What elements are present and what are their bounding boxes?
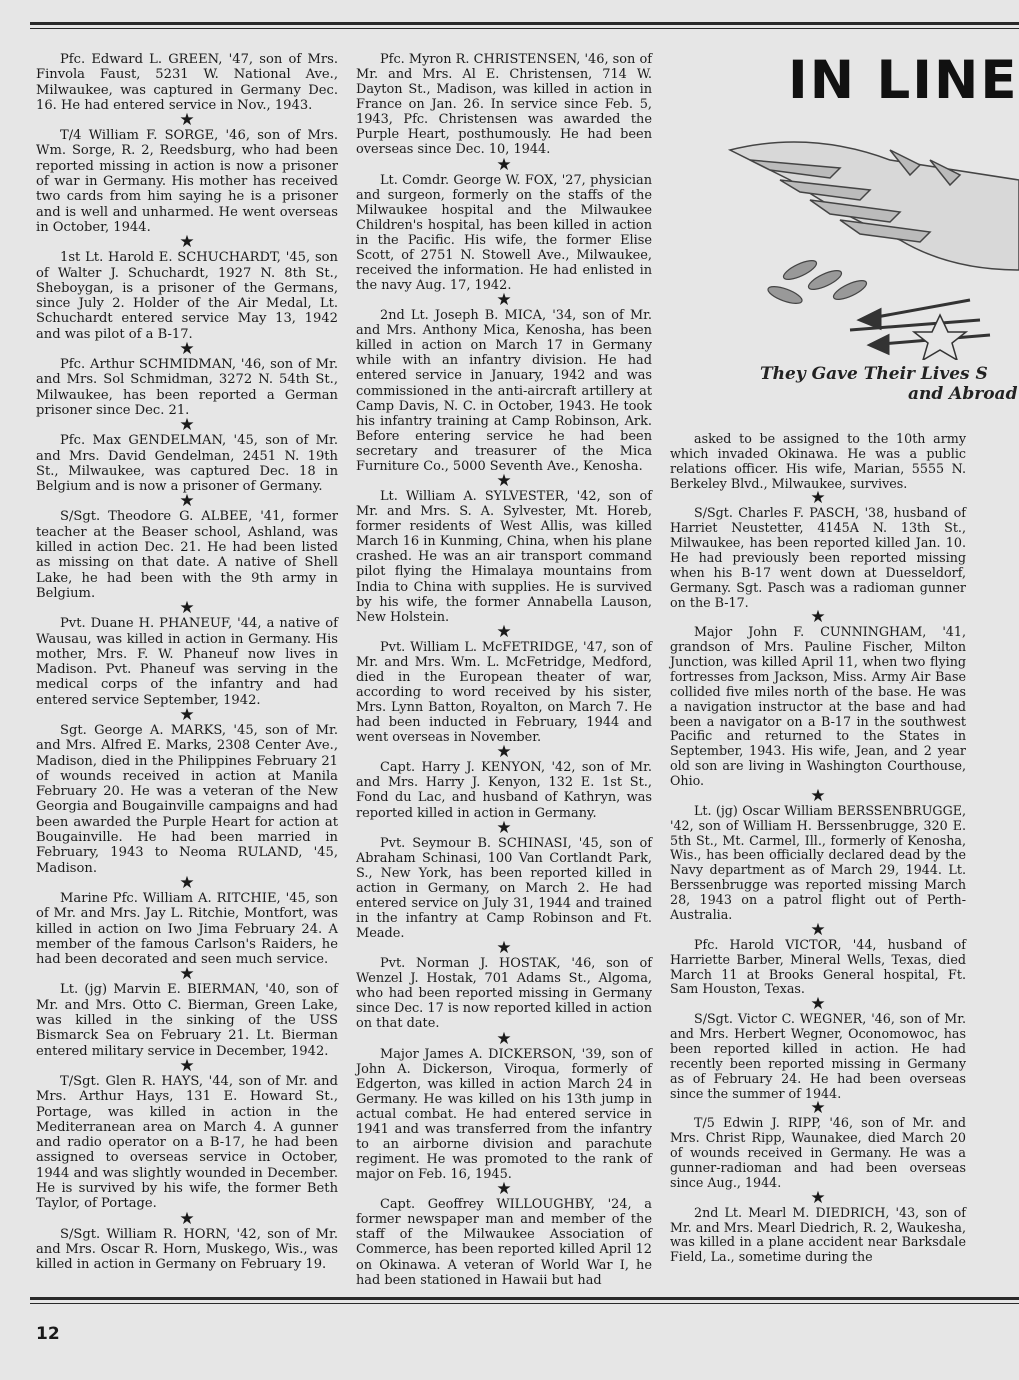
- obituary-entry: 2nd Lt. Joseph B. MICA, '34, son of Mr. and Mrs. Anthony Mica, Kenosha, has been killed in action on March 17 in Germany while with an infantry division. He had entered service in January, 1942 and was commissioned in the anti-aircraft artillery at Camp Davis, N. C. in October, 1943. He took his infantry training at Camp Robinson, Ark. Before entering service he had been secretary and treasurer of the Mica Furniture Co., 5000 Seventh Ave., Kenosha.: [356, 308, 652, 474]
- obituary-entry: T/4 William F. SORGE, '46, son of Mrs. Wm. Sorge, R. 2, Reedsburg, who had been reported missing in action is now a prisoner of war in Germany. His mother has received two cards from him saying he is a prisoner and is well and unharmed. He went overseas in October, 1944.: [36, 128, 338, 235]
- obituary-entry: T/5 Edwin J. RIPP, '46, son of Mr. and Mrs. Christ Ripp, Waunakee, died March 20 of wounds received in Germany. He was a gunner-radioman and had been overseas since Aug., 1944.: [670, 1115, 966, 1190]
- star-divider-icon: ★: [810, 488, 826, 509]
- obituary-entry: Sgt. George A. MARKS, '45, son of Mr. and Mrs. Alfred E. Marks, 2308 Center Ave., Madison, died in the Philippines February 21 of wounds received in action at Manila February 20. He was a veteran of the New Georgia and Bougainville campaigns and had been awarded the Purple Heart for action at Bougainville. He had been married in February, 1943 to Neoma RULAND, '45, Madison.: [36, 722, 338, 876]
- obituary-entry: asked to be assigned to the 10th army which invaded Okinawa. He was a public relations officer. His wife, Marian, 5555 N. Berkeley Blvd., Milwaukee, survives.: [670, 431, 966, 491]
- obituary-entry: Capt. Harry J. KENYON, '42, son of Mr. and Mrs. Harry J. Kenyon, 132 E. 1st St., Fond du Lac, and husband of Kathryn, was reported killed in action in Germany.: [356, 760, 652, 821]
- star-divider-icon: ★: [179, 491, 195, 512]
- star-divider-icon: ★: [496, 817, 512, 838]
- obituary-entry: Pfc. Myron R. CHRISTENSEN, '46, son of Mr. and Mrs. Al E. Christensen, 714 W. Dayton St., Madison, was killed in action in France on Jan. 26. In service since Feb. 5, 1943, Pfc. Christensen was awarded the Purple Heart, posthumously. He had been overseas since Dec. 10, 1944.: [356, 52, 652, 158]
- star-divider-icon: ★: [496, 290, 512, 311]
- star-divider-icon: ★: [810, 919, 826, 940]
- star-divider-icon: ★: [496, 938, 512, 959]
- star-divider-icon: ★: [179, 872, 195, 893]
- obituary-entry: Capt. Geoffrey WILLOUGHBY, '24, a former newspaper man and member of the staff of the Milwaukee Association of Commerce, has been reported killed April 12 on Okinawa. A veteran of World War I, he had been stationed in Hawaii but had: [356, 1197, 652, 1288]
- obituary-entry: Pfc. Max GENDELMAN, '45, son of Mr. and Mrs. David Gendelman, 2451 N. 19th St., Milwaukee, was captured Dec. 18 in Belgium and is now a prisoner of Germany.: [36, 433, 338, 495]
- obituary-entry: Major James A. DICKERSON, '39, son of John A. Dickerson, Viroqua, formerly of Edgerton, was killed in action March 24 in Germany. He was killed on his 13th jump in actual combat. He had entered service in 1941 and was transferred from the infantry to an airborne division and parachute regiment. He was promoted to the rank of major on Feb. 16, 1945.: [356, 1046, 652, 1183]
- obituary-entry: Pfc. Edward L. GREEN, '47, son of Mrs. Finvola Faust, 5231 W. National Ave., Milwaukee, was captured in Germany Dec. 16. He had entered service in Nov., 1943.: [36, 52, 338, 113]
- obituary-entry: Lt. (jg) Marvin E. BIERMAN, '40, son of Mr. and Mrs. Otto C. Bierman, Green Lake, was killed in the sinking of the USS Bismarck Sea on February 21. Lt. Bierman entered military service in December, 1942.: [36, 982, 338, 1059]
- star-divider-icon: ★: [496, 742, 512, 763]
- star-divider-icon: ★: [179, 339, 195, 360]
- obituary-entry: Pfc. Arthur SCHMIDMAN, '46, son of Mr. and Mrs. Sol Schmidman, 3272 N. 54th St., Milwaukee, has been reported a German prisoner since Dec. 21.: [36, 357, 338, 418]
- star-divider-icon: ★: [496, 1179, 512, 1200]
- eagle-wing-emblem: [690, 120, 1019, 360]
- star-divider-icon: ★: [496, 1028, 512, 1049]
- star-divider-icon: ★: [810, 1187, 826, 1208]
- star-divider-icon: ★: [179, 704, 195, 725]
- star-divider-icon: ★: [179, 1055, 195, 1076]
- star-divider-icon: ★: [810, 785, 826, 806]
- star-divider-icon: ★: [179, 964, 195, 985]
- obituary-entry: Major John F. CUNNINGHAM, '41, grandson of Mrs. Pauline Fischer, Milton Junction, was killed April 11, when two flying fortresses from Jackson, Miss. Army Air Base collided five miles north of the base. He was a navigation instructor at the base and had been a navigator on a B-17 in the southwest Pacific and returned to the States in September, 1943. His wife, Jean, and 2 year old son are living in Washington Courthouse, Ohio.: [670, 624, 966, 789]
- star-divider-icon: ★: [810, 1098, 826, 1119]
- subheading-line-2: and Abroad: [908, 384, 1018, 404]
- column-1: [36, 52, 338, 1272]
- obituary-entry: Lt. (jg) Oscar William BERSSENBRUGGE, '42, son of William H. Berssenbrugge, 320 E. 5th St., Mt. Carmel, Ill., formerly of Kenosha, Wis., has been officially declared dead by the Navy department as of March 29, 1944. Lt. Berssenbrugge was reported missing March 28, 1943 on a patrol flight out of Perth-Australia.: [670, 802, 966, 922]
- column-3: [670, 432, 966, 1265]
- obituary-entry: Pvt. Norman J. HOSTAK, '46, son of Wenzel J. Hostak, 701 Adams St., Algoma, who had been reported missing in Germany since Dec. 17 is now reported killed in action on that date.: [356, 956, 652, 1032]
- obituary-entry: Pvt. William L. McFETRIDGE, '47, son of Mr. and Mrs. Wm. L. McFetridge, Medford, died in the European theater of war, according to word received by his sister, Mrs. Lynn Batton, Royalton, on March 7. He had been inducted in February, 1944 and went overseas in November.: [356, 639, 652, 746]
- obituary-entry: S/Sgt. Theodore G. ALBEE, '41, former teacher at the Beaser school, Ashland, was killed in action Dec. 21. He had been listed as missing on that date. A native of Shell Lake, he had been with the 9th army in Belgium.: [36, 509, 338, 601]
- star-divider-icon: ★: [179, 598, 195, 619]
- page-number: 12: [36, 1324, 60, 1344]
- star-divider-icon: ★: [496, 471, 512, 492]
- star-divider-icon: ★: [810, 994, 826, 1015]
- obituary-entry: Marine Pfc. William A. RITCHIE, '45, son of Mr. and Mrs. Jay L. Ritchie, Montfort, was killed in action on Iwo Jima February 24. A member of the famous Carlson's Raiders, he had been decorated and seen much service.: [36, 890, 338, 968]
- subheading: [760, 364, 1019, 404]
- column-2: [356, 52, 652, 1288]
- subheading-line-1: They Gave Their Lives S: [760, 364, 988, 384]
- star-divider-icon: ★: [179, 232, 195, 253]
- headline: IN LINE: [788, 50, 1019, 111]
- star-divider-icon: ★: [496, 621, 512, 642]
- bottom-rule: [30, 1297, 1019, 1304]
- obituary-entry: S/Sgt. Charles F. PASCH, '38, husband of Harriet Neustetter, 4145A N. 13th St., Milwaukee, has been reported killed Jan. 10. He had previously been reported missing when his B-17 went down at Duesseldorf, Germany. Sgt. Pasch was a radioman gunner on the B-17.: [670, 505, 966, 610]
- obituary-entry: Pfc. Harold VICTOR, '44, husband of Harriette Barber, Mineral Wells, Texas, died March 11 at Brooks General hospital, Ft. Sam Houston, Texas.: [670, 936, 966, 997]
- star-divider-icon: ★: [179, 415, 195, 436]
- obituary-entry: S/Sgt. William R. HORN, '42, son of Mr. and Mrs. Oscar R. Horn, Muskego, Wis., was killed in action in Germany on February 19.: [36, 1226, 338, 1273]
- obituary-entry: Lt. William A. SYLVESTER, '42, son of Mr. and Mrs. S. A. Sylvester, Mt. Horeb, former residents of West Allis, was killed March 16 in Kunming, China, when his plane crashed. He was an air transport command pilot flying the Himalaya mountains from India to China with supplies. He is survived by his wife, the former Annabella Lauson, New Holstein.: [356, 489, 652, 625]
- star-divider-icon: ★: [810, 607, 826, 628]
- obituary-entry: 1st Lt. Harold E. SCHUCHARDT, '45, son of Walter J. Schuchardt, 1927 N. 8th St., Sheboygan, is a prisoner of the Germans, since July 2. Holder of the Air Medal, Lt. Schuchardt entered service May 13, 1942 and was pilot of a B-17.: [36, 250, 338, 342]
- top-rule: [30, 22, 1019, 29]
- obituary-entry: Pvt. Duane H. PHANEUF, '44, a native of Wausau, was killed in action in Germany. His mother, Mrs. F. W. Phaneuf now lives in Madison. Pvt. Phaneuf was serving in the medical corps of the infantry and had entered service September, 1942.: [36, 616, 338, 708]
- star-divider-icon: ★: [179, 1208, 195, 1229]
- obituary-entry: T/Sgt. Glen R. HAYS, '44, son of Mr. and Mrs. Arthur Hays, 131 E. Howard St., Portage, was killed in action in the Mediterranean area on March 4. A gunner and radio operator on a B-17, he had been assigned to overseas service in October, 1944 and was slightly wounded in December. He is survived by his wife, the former Beth Taylor, of Portage.: [36, 1073, 338, 1212]
- obituary-entry: Pvt. Seymour B. SCHINASI, '45, son of Abraham Schinasi, 100 Van Cortlandt Park, S., New York, has been reported killed in action in Germany, on March 2. He had entered service on July 31, 1944 and trained in the infantry at Camp Robinson and Ft. Meade.: [356, 835, 652, 942]
- obituary-entry: S/Sgt. Victor C. WEGNER, '46, son of Mr. and Mrs. Herbert Wegner, Oconomowoc, has been reported killed in action. He had recently been reported missing in Germany as of February 24. He had been overseas since the summer of 1944.: [670, 1011, 966, 1101]
- star-divider-icon: ★: [179, 110, 195, 131]
- obituary-entry: Lt. Comdr. George W. FOX, '27, physician and surgeon, formerly on the staffs of the Milwaukee hospital and the Milwaukee Children's hospital, has been killed in action in the Pacific. His wife, the former Elise Scott, of 2751 N. Stowell Ave., Milwaukee, received the information. He had enlisted in the navy Aug. 17, 1942.: [356, 172, 652, 294]
- obituary-entry: 2nd Lt. Mearl M. DIEDRICH, '43, son of Mr. and Mrs. Mearl Diedrich, R. 2, Waukesha, was killed in a plane accident near Barksdale Field, La., sometime during the: [670, 1204, 966, 1265]
- star-divider-icon: ★: [496, 154, 512, 175]
